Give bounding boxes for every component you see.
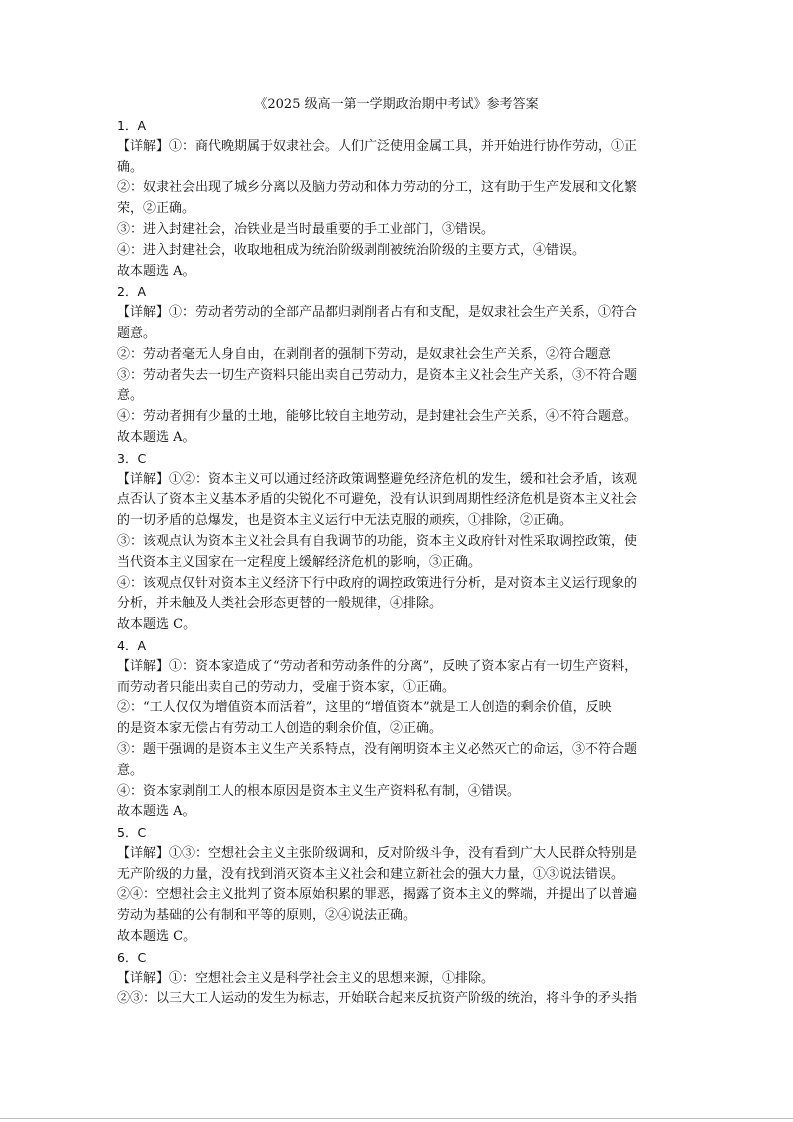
answer-text-line: 确。 [117,159,144,175]
answer-text-line: 意。 [117,388,144,404]
answer-text-line: 分析，并未触及人类社会形态更替的一般规律，④排除。 [117,596,443,612]
answer-text-line: ④：该观点仅针对资本主义经济下行中政府的调控政策进行分析，是对资本主义运行现象的 [117,575,638,591]
answer-text-line: 故本题选 A。 [117,263,196,279]
answer-text-line: ④：劳动者拥有少量的土地，能够比较自主地劳动，是封建社会生产关系，④不符合题意。 [117,409,638,425]
page-title: 《2025 级高一第一学期政治期中考试》参考答案 [254,97,539,112]
question-number: 6．C [117,949,147,965]
answer-text-line: ④：进入封建社会，收取地租成为统治阶级剥削被统治阶级的主要方式，④错误。 [117,242,586,258]
answer-text-line: 点否认了资本主义基本矛盾的尖锐化不可避免，没有认识到周期性经济危机是资本主义社会 [117,492,638,508]
answer-text-line: 劳动为基础的公有制和平等的原则，②④说法正确。 [117,908,417,924]
answer-text-line: 故本题选 C。 [117,617,197,633]
answer-text-line: 意。 [117,762,144,778]
answer-text-line: 而劳动者只能出卖自己的劳动力，受雇于资本家，①正确。 [117,679,456,695]
answer-text-line: 故本题选 C。 [117,929,197,945]
answer-text-line: 题意。 [117,325,157,341]
answer-content [117,116,679,1010]
question-number: 2．A [117,284,147,300]
answer-text-line: 无产阶级的力量，没有找到消灭资本主义社会和建立新社会的强大力量，①③说法错误。 [117,866,625,882]
question-number: 3．C [117,450,147,466]
answer-text-line: ②：劳动者毫无人身自由，在剥削者的强制下劳动，是奴隶社会生产关系，②符合题意 [117,346,612,362]
answer-text-line: ③：该观点认为资本主义社会具有自我调节的功能，资本主义政府针对性采取调控政策，使 [117,533,638,549]
answer-text-line: 的是资本家无偿占有劳动工人创造的剩余价值，②正确。 [117,721,443,737]
answer-text-line: ③：题干强调的是资本主义生产关系特点，没有阐明资本主义必然灭亡的命运，③不符合题 [117,741,638,757]
answer-text-line: ④：资本家剥削工人的根本原因是资本主义生产资料私有制，④错误。 [117,783,521,799]
answer-text-line: 的一切矛盾的总爆发，也是资本主义运行中无法克服的顽疾，①排除，②正确。 [117,513,573,529]
page-bottom-rule [0,1118,793,1119]
answer-text-line: 故本题选 A。 [117,804,196,820]
answer-text-line: 荣，②正确。 [117,201,196,217]
answer-text-line: 【详解】①②：资本主义可以通过经济政策调整避免经济危机的发生，缓和社会矛盾，该观 [117,471,638,487]
answer-text-line: 故本题选 A。 [117,429,196,445]
answer-text-line: ③：进入封建社会，冶铁业是当时最重要的手工业部门，③错误。 [117,221,495,237]
answer-text-line: ②：“工人仅仅为增值资本而活着”，这里的“增值资本”就是工人创造的剩余价值，反映 [117,700,612,716]
answer-text-line: ②：奴隶社会出现了城乡分离以及脑力劳动和体力劳动的分工，这有助于生产发展和文化繁 [117,180,638,196]
answer-text-line: ③：劳动者失去一切生产资料只能出卖自己劳动力，是资本主义社会生产关系，③不符合题 [117,367,638,383]
question-number: 4．A [117,637,147,653]
answer-text-line: 当代资本主义国家在一定程度上缓解经济危机的影响，③正确。 [117,554,482,570]
answer-text-line: ②③：以三大工人运动的发生为标志，开始联合起来反抗资产阶级的统治，将斗争的矛头指 [117,991,638,1007]
answer-text-line: 【详解】①：空想社会主义是科学社会主义的思想来源，①排除。 [117,970,495,986]
answer-text-line: 【详解】①③：空想社会主义主张阶级调和，反对阶级斗争，没有看到广大人民群众特别是 [117,845,638,861]
question-number: 1．A [117,118,147,133]
answer-text-line: 【详解】①：劳动者劳动的全部产品都归剥削者占有和支配，是奴隶社会生产关系，①符合 [117,305,638,321]
answer-text-line: 【详解】①：商代晚期属于奴隶社会。人们广泛使用金属工具，并开始进行协作劳动，①正 [117,138,638,154]
answer-text-line: 【详解】①：资本家造成了“劳动者和劳动条件的分离”，反映了资本家占有一切生产资料， [117,658,638,674]
answer-text-line: ②④：空想社会主义批判了资本原始积累的罪恶，揭露了资本主义的弊端，并提出了以普遍 [117,887,638,903]
question-number: 5．C [117,825,147,841]
